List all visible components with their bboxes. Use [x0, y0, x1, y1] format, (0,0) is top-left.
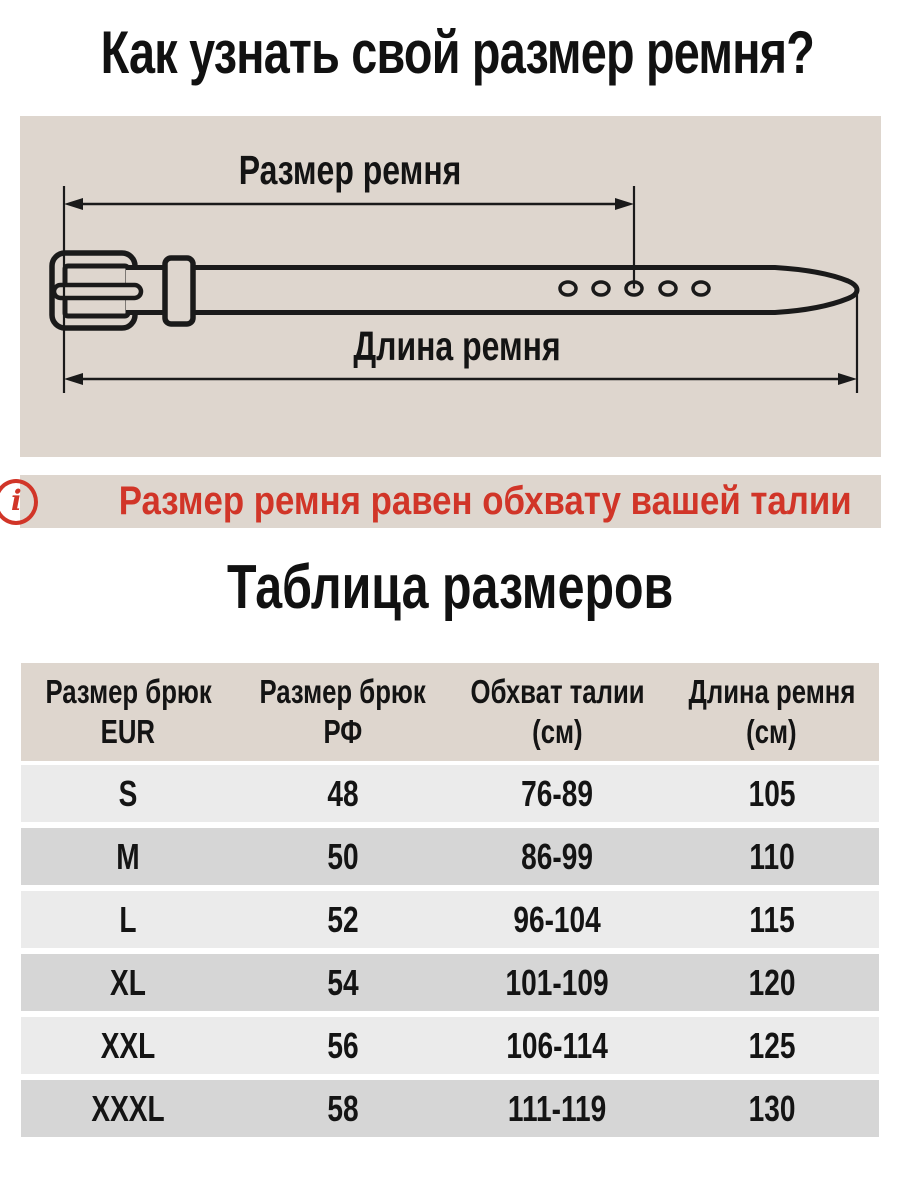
belt-size-label: Размер ремня [238, 147, 462, 193]
info-icon: i [0, 479, 38, 525]
belt-hole [660, 282, 676, 295]
cell-size-rf: 54 [327, 961, 359, 1003]
size-table [21, 663, 879, 1137]
info-text: Размер ремня равен обхвату вашей талии [119, 479, 852, 523]
table-row-l [21, 891, 879, 948]
belt-diagram-panel [20, 116, 881, 457]
table-row-xxl [21, 1017, 879, 1074]
belt-strap-fill [126, 268, 857, 313]
cell-size-rf: 52 [327, 898, 359, 940]
size-table-title: Таблица размеров [226, 553, 674, 622]
belt-buckle-prong [54, 285, 141, 298]
column-header-rf: Размер брюк РФ [259, 673, 426, 750]
table-row-xxxl [21, 1080, 879, 1137]
column-header-waist: Обхват талии (см) [470, 673, 645, 750]
table-row-s [21, 765, 879, 822]
arrowhead-left-icon [64, 198, 83, 210]
belt-keeper-loop [165, 258, 193, 324]
arrowhead-right-icon [615, 198, 634, 210]
cell-size-eur: S [118, 772, 138, 814]
belt-hole [693, 282, 709, 295]
cell-belt-length: 110 [749, 835, 795, 877]
info-bar [10, 475, 881, 528]
cell-size-rf: 48 [327, 772, 359, 814]
belt-length-label: Длина ремня [353, 323, 561, 369]
cell-waist: 106-114 [506, 1024, 608, 1066]
column-header-length: Длина ремня (см) [688, 673, 856, 750]
table-row-xl [21, 954, 879, 1011]
cell-size-rf: 50 [327, 835, 359, 877]
arrowhead-left-icon [64, 373, 83, 385]
page-title [0, 19, 900, 86]
cell-size-eur: XL [110, 961, 147, 1003]
cell-waist: 96-104 [513, 898, 601, 940]
cell-belt-length: 105 [748, 772, 796, 814]
cell-waist: 76-89 [521, 772, 594, 814]
cell-waist: 111-119 [508, 1087, 607, 1129]
belt-hole [560, 282, 576, 295]
cell-size-eur: L [119, 898, 137, 940]
cell-waist: 101-109 [505, 961, 609, 1003]
cell-size-eur: XXL [100, 1024, 156, 1066]
column-header-eur: Размер брюк EUR [45, 673, 212, 750]
cell-belt-length: 125 [748, 1024, 796, 1066]
cell-size-rf: 58 [327, 1087, 359, 1129]
size-table-header-row [21, 663, 879, 761]
cell-size-eur: M [116, 835, 140, 877]
cell-belt-length: 115 [749, 898, 795, 940]
cell-belt-length: 130 [748, 1087, 796, 1129]
cell-waist: 86-99 [521, 835, 594, 877]
belt-hole [593, 282, 609, 295]
cell-belt-length: 120 [748, 961, 796, 1003]
table-row-m [21, 828, 879, 885]
cell-size-rf: 56 [327, 1024, 359, 1066]
page-title-text: Как узнать свой размер ремня? [100, 19, 815, 86]
arrowhead-right-icon [838, 373, 857, 385]
cell-size-eur: XXXL [91, 1087, 165, 1129]
